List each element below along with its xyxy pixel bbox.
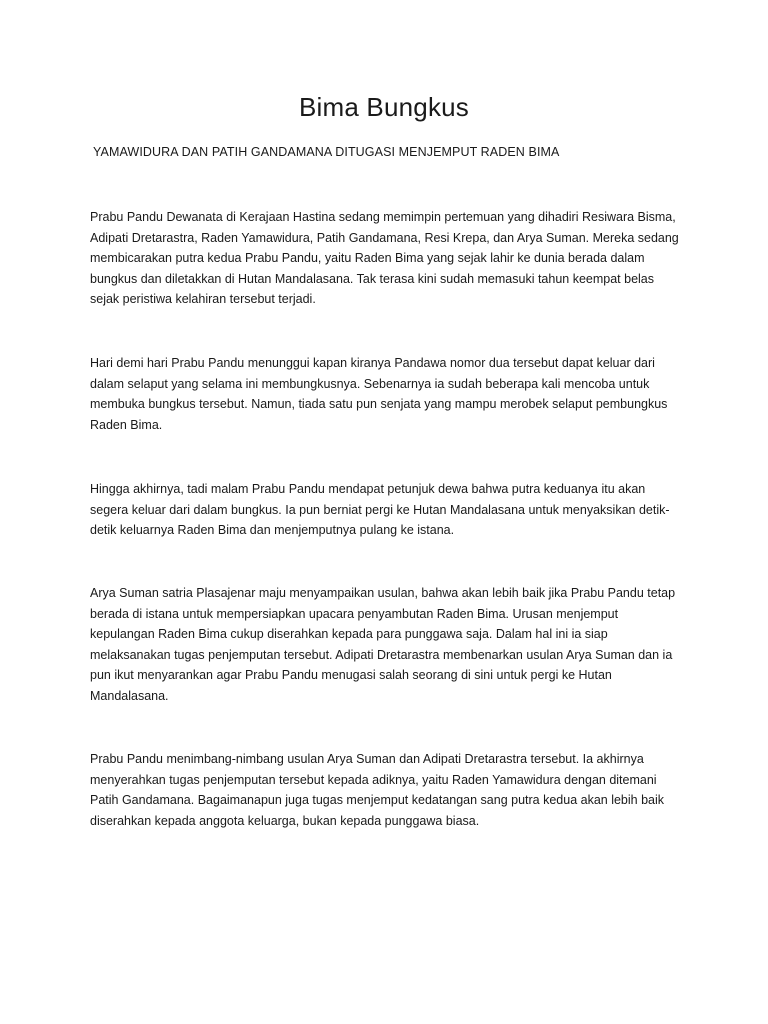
paragraph-3: Hingga akhirnya, tadi malam Prabu Pandu mendapat petunjuk dewa bahwa putra keduanya itu akan segera keluar dari dalam bungkus. Ia pun berniat pergi ke Hutan Mandalasana untuk menyaksikan detik-detik keluarnya Raden Bima dan menjemputnya pulang ke istana. [90,482,670,538]
paragraph-2: Hari demi hari Prabu Pandu menunggui kapan kiranya Pandawa nomor dua tersebut dapat keluar dari dalam selaput yang selama ini membungkusnya. Sebenarnya ia sudah beberapa kali mencoba untuk membuka bungkus tersebut. Namun, tiada satu pun senjata yang mampu merobek selaput pembungkus Raden Bima. [90,356,668,432]
paragraph-5: Prabu Pandu menimbang-nimbang usulan Arya Suman dan Adipati Dretarastra tersebut. Ia akhirnya menyerahkan tugas penjemputan tersebut kepada adiknya, yaitu Raden Yamawidura dengan ditemani Patih Gandamana. Bagaimanapun juga tugas menjemput kedatangan sang putra kedua akan lebih baik diserahkan kepada anggota keluarga, bukan kepada punggawa biasa. [90,752,665,828]
document-subtitle: YAMAWIDURA DAN PATIH GANDAMANA DITUGASI MENJEMPUT RADEN BIMA [93,145,560,159]
paragraph-1: Prabu Pandu Dewanata di Kerajaan Hastina sedang memimpin pertemuan yang dihadiri Resiwara Bisma, Adipati Dretarastra, Raden Yamawidura, Patih Gandamana, Resi Krepa, dan Arya Suman. Mereka sedang membicarakan putra kedua Prabu Pandu, yaitu Raden Bima yang sejak lahir ke dunia berada dalam bungkus dan diletakkan di Hutan Mandalasana. Tak terasa kini sudah memasuki tahun keempat belas sejak peristiwa kelahiran tersebut terjadi. [90,210,679,307]
document-title: Bima Bungkus [298,92,470,122]
paragraph-4: Arya Suman satria Plasajenar maju menyampaikan usulan, bahwa akan lebih baik jika Prabu Pandu tetap berada di istana untuk mempersiapkan upacara penyambutan Raden Bima. Urusan menjemput kepulangan Raden Bima cukup diserahkan kepada para punggawa saja. Dalam hal ini ia siap melaksanakan tugas penjemputan tersebut. Adipati Dretarastra membenarkan usulan Arya Suman dan ia pun ikut menyarankan agar Prabu Pandu menugasi salah seorang di sini untuk pergi ke Hutan Mandalasana. [90,586,676,703]
